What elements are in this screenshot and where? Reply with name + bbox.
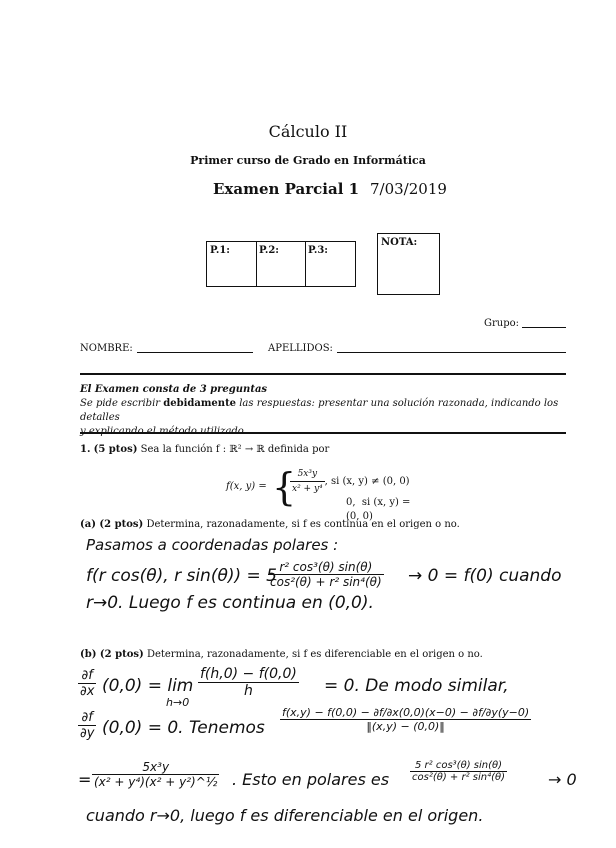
part-b-answer-line1: $\frac{\partial f}{\partial x}$ (0,0) = lim h→0 $\frac{f(h,0) - f(0,0)}{h}$ = 0. De modo similar, [80,666,509,709]
exam-title: Examen Parcial 1 [213,180,360,198]
instructions [80,383,570,439]
score-box-p2[interactable]: P.2: [259,245,279,256]
nombre-field[interactable] [137,341,253,353]
function-definition: f(x, y) = { $\frac{\text{5x³y}}{\text{x² + y⁴}}$ , si (x, y) ≠ (0, 0) 0, si (x, y) = (0, 0) [226,465,411,522]
nota-box[interactable] [377,233,440,295]
instructions-heading: El Examen consta de 3 preguntas [80,384,268,395]
nombre-label: NOMBRE: [80,343,133,354]
grupo-field[interactable] [522,316,566,328]
score-box-p3[interactable]: P.3: [308,245,328,256]
apellidos-field[interactable] [337,341,566,353]
part-b-prompt: (b) (2 ptos) Determina, razonadamente, si f es diferenciable en el origen o no. [80,649,483,660]
part-b-answer-line3: = $\frac{\text{5x³y}}{\text{(x² + y⁴)(x² + y²)\textasciicircum{}½}}$ . Esto en polares es $\frac{\text{5 r² cos³(θ) sin(θ)}}{\text{cos²(θ) + r² sin⁴(θ)}}$ → 0 [78,760,577,789]
part-b-answer-line2: $\frac{\partial f}{\partial y}$ (0,0) = 0. Tenemos $\frac{f(x,y) - f(0,0) - \partial f/\partial x(0,0)(x-0) - \partial f/\partial y(y-0)}{‖(x,y) - (0,0)‖}$ [80,706,530,741]
part-a-answer-line1: Pasamos a coordenadas polares : [86,536,339,554]
bottom-rule [80,432,566,434]
question-1: 1. (5 ptos) Sea la función f : ℝ² → ℝ definida por [80,444,330,455]
part-a-answer-line2: f(r cos(θ), r sin(θ)) = 5 $\frac{\text{r² cos³(θ) sin(θ)}}{\text{cos²(θ) + r² sin⁴(θ)}}$ → 0 = f(0) cuando [86,560,562,589]
grupo-label: Grupo: [484,318,519,329]
score-box-p1[interactable]: P.1: [210,245,230,256]
score-table [206,241,356,287]
course-title: Cálculo II [268,122,348,141]
top-rule [80,373,566,375]
apellidos-label: APELLIDOS: [268,343,333,354]
part-a-answer-line3: r→0. Luego f es continua en (0,0). [86,593,374,613]
part-b-answer-line4: cuando r→0, luego f es diferenciable en el origen. [86,806,484,825]
exam-date: 7/03/2019 [370,180,447,198]
part-a-prompt: (a) (2 ptos) Determina, razonadamente, si f es continua en el origen o no. [80,519,460,530]
course-subtitle: Primer curso de Grado en Informática [190,154,426,167]
nota-label: NOTA: [381,237,418,248]
instructions-line1: Se pide escribir debidamente las respuestas: presentar una solución razonada, indicando los detalles [80,398,559,423]
